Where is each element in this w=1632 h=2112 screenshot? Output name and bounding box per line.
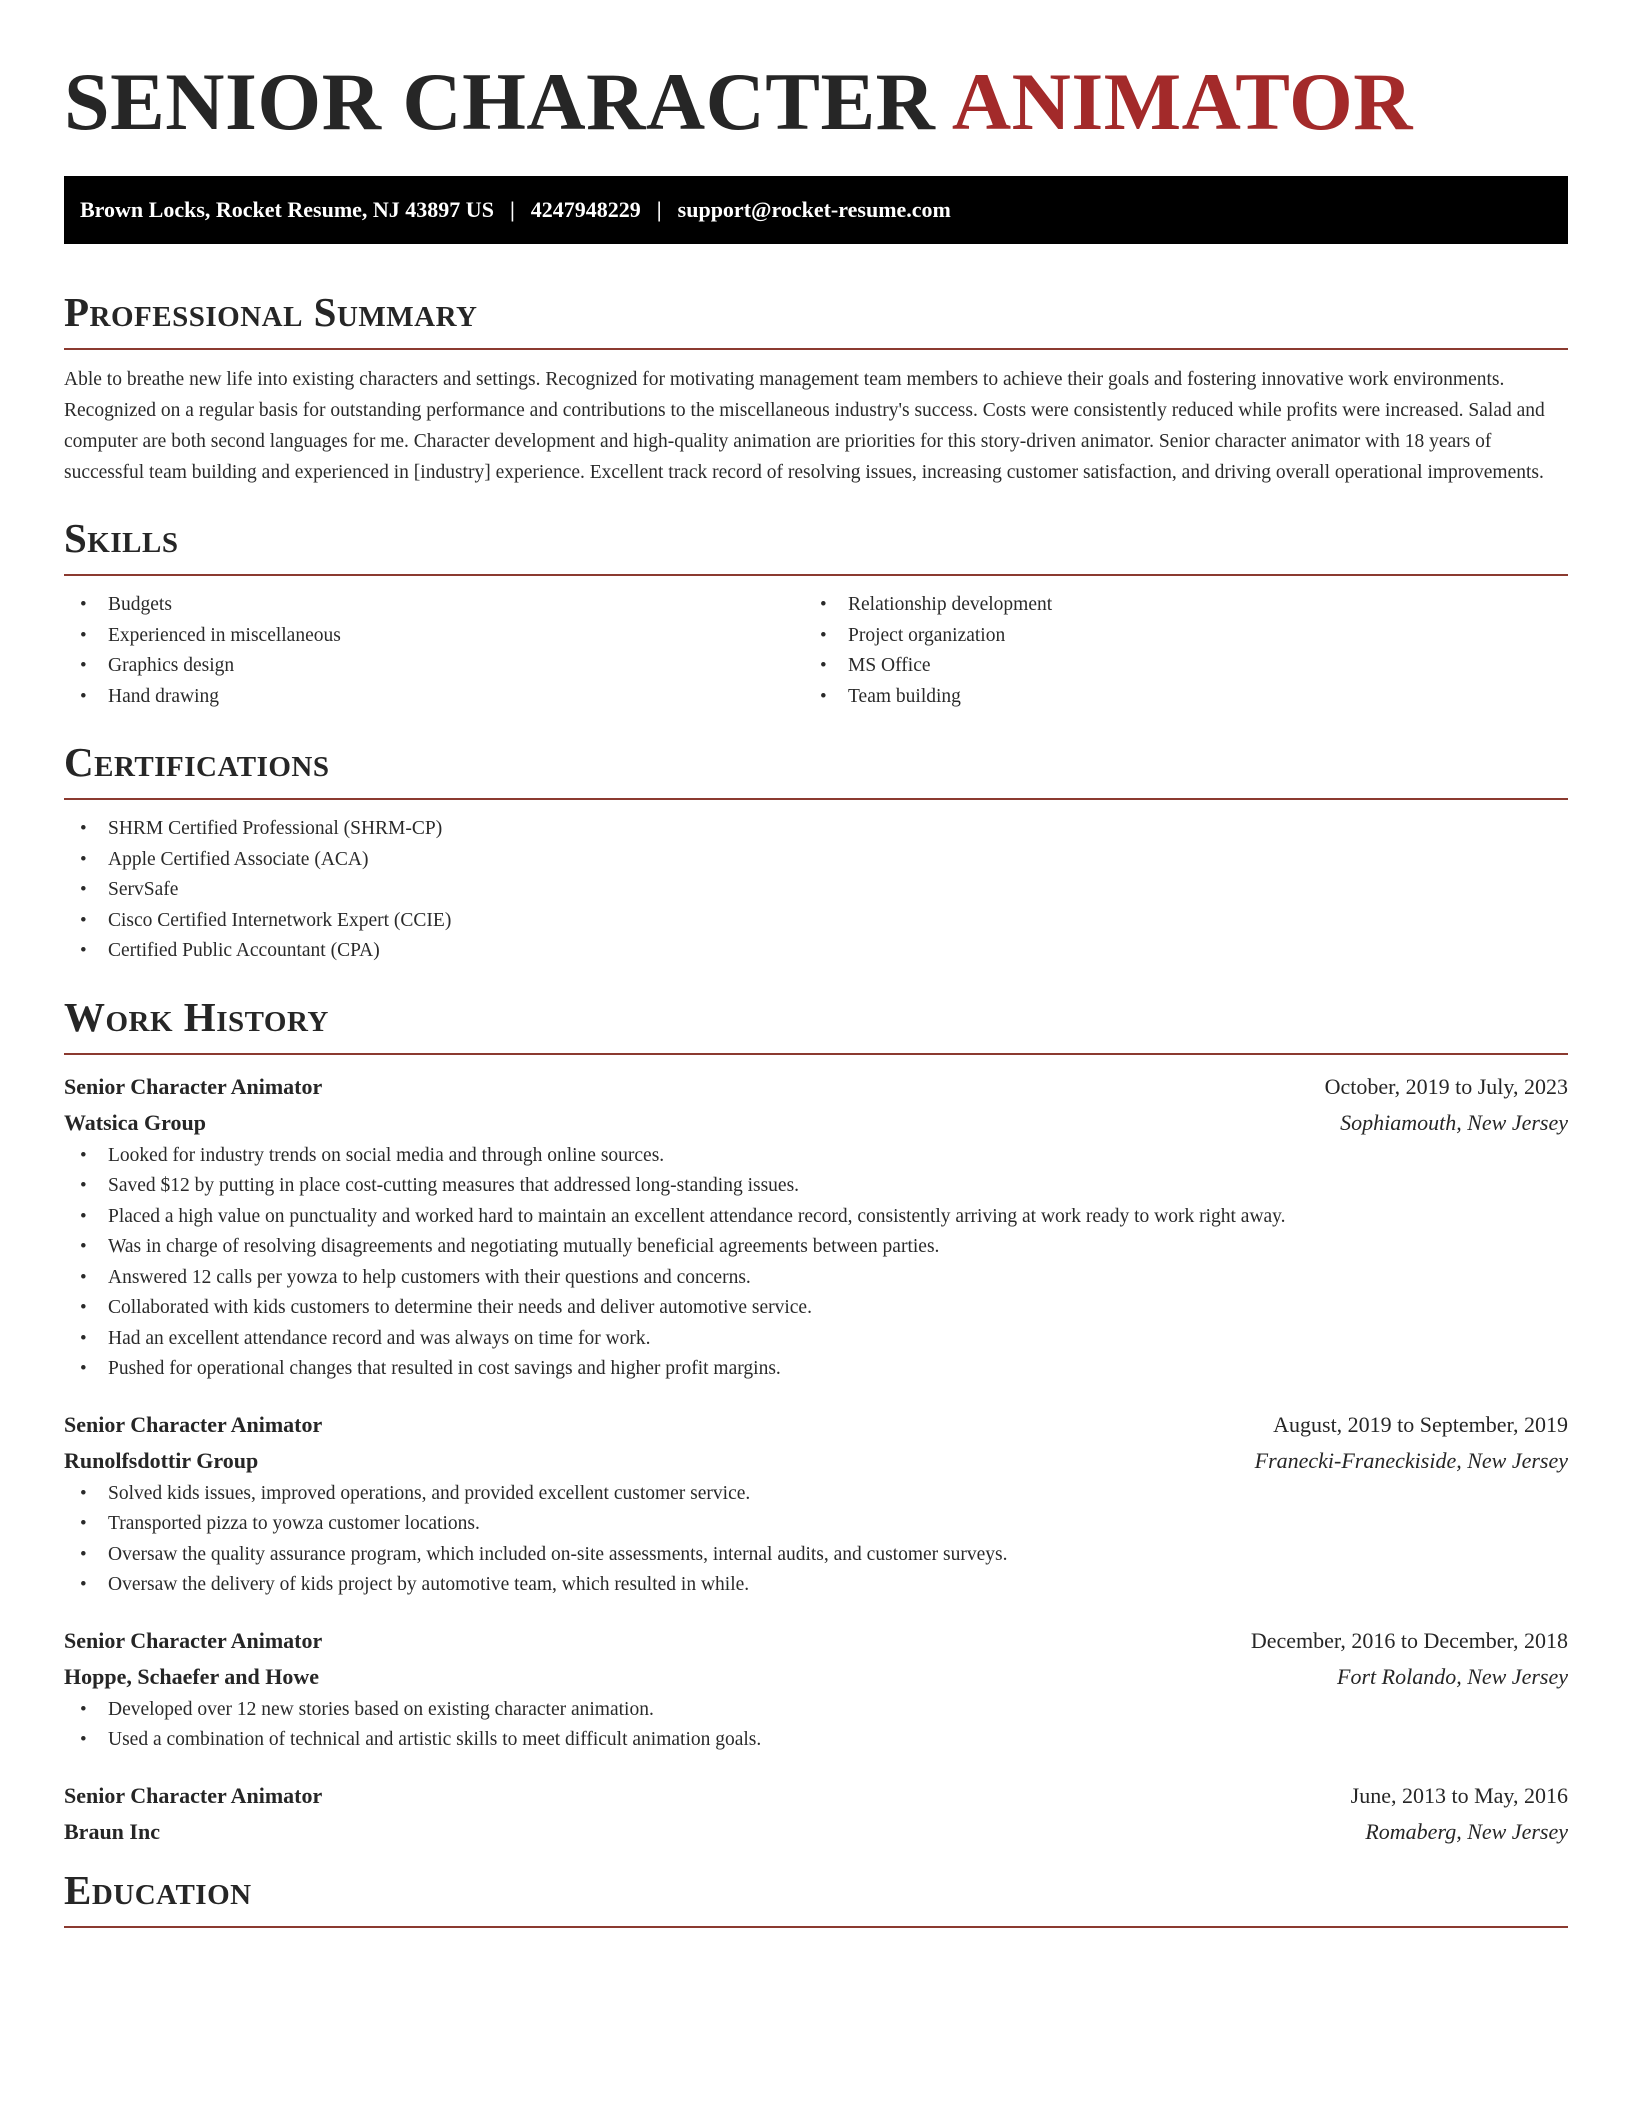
certification-item: • Certified Public Accountant (CPA) bbox=[64, 936, 1568, 967]
contact-separator: | bbox=[509, 197, 515, 222]
title-last: ANIMATOR bbox=[951, 56, 1413, 147]
job-company: Braun Inc bbox=[64, 1818, 160, 1844]
job-bullets bbox=[64, 1141, 1568, 1385]
job-title: Senior Character Animator bbox=[64, 1073, 323, 1099]
job-bullet: • Used a combination of technical and artistic skills to meet difficult animation goals. bbox=[64, 1725, 1568, 1756]
certifications-list bbox=[64, 814, 1568, 967]
skills-column-left bbox=[64, 590, 804, 712]
job-dates: June, 2013 to May, 2016 bbox=[1350, 1782, 1568, 1808]
summary-text: Able to breathe new life into existing characters and settings. Recognized for motivating management team members to achieve their goals and fostering innovative work environments. Recognized on a regular basis for outstanding performance and contributions to the miscellaneous industry's success. Costs were consistently reduced while profits were increased. Salad and computer are both second languages for me. Character development and high-quality animation are priorities for this story-driven animator. Senior character animator with 18 years of successful team building and experienced in [industry] experience. Excellent track record of resolving issues, increasing customer satisfaction, and driving overall operational improvements. bbox=[64, 369, 1545, 483]
certification-item: • ServSafe bbox=[64, 875, 1568, 906]
certifications-heading: Certifications bbox=[64, 738, 1568, 800]
job-bullets bbox=[64, 1695, 1568, 1756]
skill-item: • MS Office bbox=[804, 651, 1544, 682]
job-entry bbox=[64, 1778, 1568, 1850]
job-title: Senior Character Animator bbox=[64, 1627, 323, 1653]
job-bullet: • Solved kids issues, improved operations, and provided excellent customer service. bbox=[64, 1479, 1568, 1510]
contact-separator: | bbox=[656, 197, 662, 222]
skills-heading: Skills bbox=[64, 514, 1568, 576]
job-company-row bbox=[64, 1659, 1568, 1695]
certification-item: • SHRM Certified Professional (SHRM-CP) bbox=[64, 814, 1568, 845]
job-company: Watsica Group bbox=[64, 1109, 207, 1135]
certification-item: • Cisco Certified Internetwork Expert (CCIE) bbox=[64, 906, 1568, 937]
job-bullet: • Answered 12 calls per yowza to help customers with their questions and concerns. bbox=[64, 1263, 1568, 1294]
job-title: Senior Character Animator bbox=[64, 1411, 323, 1437]
job-bullet: • Developed over 12 new stories based on existing character animation. bbox=[64, 1695, 1568, 1726]
summary-heading: Professional Summary bbox=[64, 288, 1568, 350]
job-location: Romaberg, New Jersey bbox=[1365, 1818, 1568, 1844]
job-location: Sophiamouth, New Jersey bbox=[1340, 1109, 1568, 1135]
education-heading: Education bbox=[64, 1866, 1568, 1928]
job-entry bbox=[64, 1407, 1568, 1601]
job-title-row bbox=[64, 1623, 1568, 1659]
job-title-row bbox=[64, 1069, 1568, 1105]
job-bullet: • Pushed for operational changes that resulted in cost savings and higher profit margins. bbox=[64, 1354, 1568, 1385]
job-bullet: • Transported pizza to yowza customer locations. bbox=[64, 1509, 1568, 1540]
job-company-row bbox=[64, 1105, 1568, 1141]
skill-item: • Experienced in miscellaneous bbox=[64, 621, 804, 652]
job-bullet: • Placed a high value on punctuality and worked hard to maintain an excellent attendance record, consistently arriving at work ready to work right away. bbox=[64, 1202, 1568, 1233]
job-bullet: • Had an excellent attendance record and was always on time for work. bbox=[64, 1324, 1568, 1355]
job-entry bbox=[64, 1623, 1568, 1756]
skill-item: • Project organization bbox=[804, 621, 1544, 652]
skills-column-right bbox=[804, 590, 1544, 712]
job-bullets bbox=[64, 1479, 1568, 1601]
skill-item: • Hand drawing bbox=[64, 682, 804, 713]
skill-item: • Budgets bbox=[64, 590, 804, 621]
job-entry bbox=[64, 1069, 1568, 1385]
job-location: Franecki-Franeckiside, New Jersey bbox=[1254, 1447, 1568, 1473]
job-company-row bbox=[64, 1814, 1568, 1850]
job-company: Runolfsdottir Group bbox=[64, 1447, 259, 1473]
contact-email[interactable]: support@rocket-resume.com bbox=[677, 197, 951, 222]
job-bullet: • Collaborated with kids customers to determine their needs and deliver automotive service. bbox=[64, 1293, 1568, 1324]
skill-item: • Team building bbox=[804, 682, 1544, 713]
job-title-row bbox=[64, 1778, 1568, 1814]
skills-list bbox=[64, 590, 1568, 712]
certification-item: • Apple Certified Associate (ACA) bbox=[64, 845, 1568, 876]
job-company: Hoppe, Schaefer and Howe bbox=[64, 1663, 320, 1689]
skill-item: • Relationship development bbox=[804, 590, 1544, 621]
contact-phone: 4247948229 bbox=[530, 197, 641, 222]
resume-title bbox=[64, 0, 1568, 146]
contact-bar bbox=[64, 176, 1568, 244]
resume-page bbox=[64, 0, 1568, 1928]
job-dates: October, 2019 to July, 2023 bbox=[1324, 1073, 1568, 1099]
job-dates: August, 2019 to September, 2019 bbox=[1273, 1411, 1568, 1437]
work-history-heading: Work History bbox=[64, 993, 1568, 1055]
job-bullet: • Oversaw the delivery of kids project by automotive team, which resulted in while. bbox=[64, 1570, 1568, 1601]
job-bullet: • Was in charge of resolving disagreements and negotiating mutually beneficial agreements between parties. bbox=[64, 1232, 1568, 1263]
job-title-row bbox=[64, 1407, 1568, 1443]
job-bullet: • Saved $12 by putting in place cost-cutting measures that addressed long-standing issues. bbox=[64, 1171, 1568, 1202]
job-bullet: • Oversaw the quality assurance program, which included on-site assessments, internal audits, and customer surveys. bbox=[64, 1540, 1568, 1571]
job-company-row bbox=[64, 1443, 1568, 1479]
title-first: SENIOR CHARACTER bbox=[64, 56, 936, 147]
job-bullet: • Looked for industry trends on social media and through online sources. bbox=[64, 1141, 1568, 1172]
job-title: Senior Character Animator bbox=[64, 1782, 323, 1808]
skill-item: • Graphics design bbox=[64, 651, 804, 682]
job-dates: December, 2016 to December, 2018 bbox=[1250, 1627, 1568, 1653]
job-location: Fort Rolando, New Jersey bbox=[1337, 1663, 1568, 1689]
contact-address: Brown Locks, Rocket Resume, NJ 43897 US bbox=[80, 197, 494, 222]
